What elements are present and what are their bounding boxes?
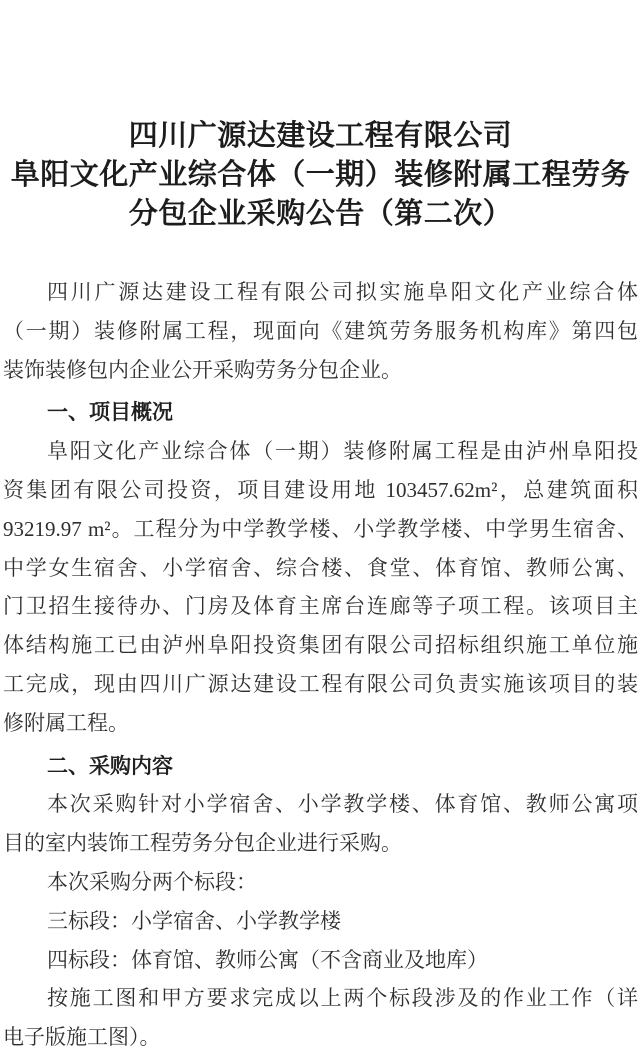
section2-line: 电子版施工图）。 <box>3 1025 161 1050</box>
section1-line: 资集团有限公司投资，项目建设用地 103457.62m²，总建筑面积 <box>3 477 638 502</box>
section2-line: 本次采购分两个标段： <box>47 869 257 894</box>
intro-line: 装饰装修包内企业公开采购劳务分包企业。 <box>3 357 402 382</box>
section1-heading: 一、项目概况 <box>47 400 173 425</box>
section2-line: 按施工图和甲方要求完成以上两个标段涉及的作业工作（详 <box>47 986 638 1011</box>
section2-line: 目的室内装饰工程劳务分包企业进行采购。 <box>3 831 402 856</box>
section1-line: 修附属工程。 <box>3 710 129 735</box>
section1-line: 工完成，现由四川广源达建设工程有限公司负责实施该项目的装 <box>3 671 638 696</box>
title-line-notice: 分包企业采购公告（第二次） <box>128 198 513 230</box>
document-body <box>3 273 638 1054</box>
intro-line: （一期）装修附属工程，现面向《建筑劳务服务机构库》第四包 <box>3 318 638 343</box>
title-line-company: 四川广源达建设工程有限公司 <box>128 120 513 152</box>
section2-line: 本次采购针对小学宿舍、小学教学楼、体育馆、教师公寓项 <box>47 792 638 817</box>
document-title <box>0 117 641 234</box>
section2-heading: 二、采购内容 <box>47 753 173 778</box>
intro-line: 四川广源达建设工程有限公司拟实施阜阳文化产业综合体 <box>47 280 638 304</box>
section1-line: 中学女生宿舍、小学宿舍、综合楼、食堂、体育馆、教师公寓、 <box>3 555 638 580</box>
section2-line-bid3: 三标段：小学宿舍、小学教学楼 <box>47 908 341 933</box>
section1-line: 门卫招生接待办、门房及体育主席台连廊等子项工程。该项目主 <box>3 594 638 619</box>
section2-line-bid4: 四标段：体育馆、教师公寓（不含商业及地库） <box>47 947 488 972</box>
section1-line: 93219.97 m²。工程分为中学教学楼、小学教学楼、中学男生宿舍、 <box>3 516 638 541</box>
title-line-project: 阜阳文化产业综合体（一期）装修附属工程劳务 <box>10 159 631 191</box>
section1-line: 体结构施工已由泸州阜阳投资集团有限公司招标组织施工单位施 <box>3 633 638 658</box>
section1-line: 阜阳文化产业综合体（一期）装修附属工程是由泸州阜阳投 <box>47 439 638 464</box>
